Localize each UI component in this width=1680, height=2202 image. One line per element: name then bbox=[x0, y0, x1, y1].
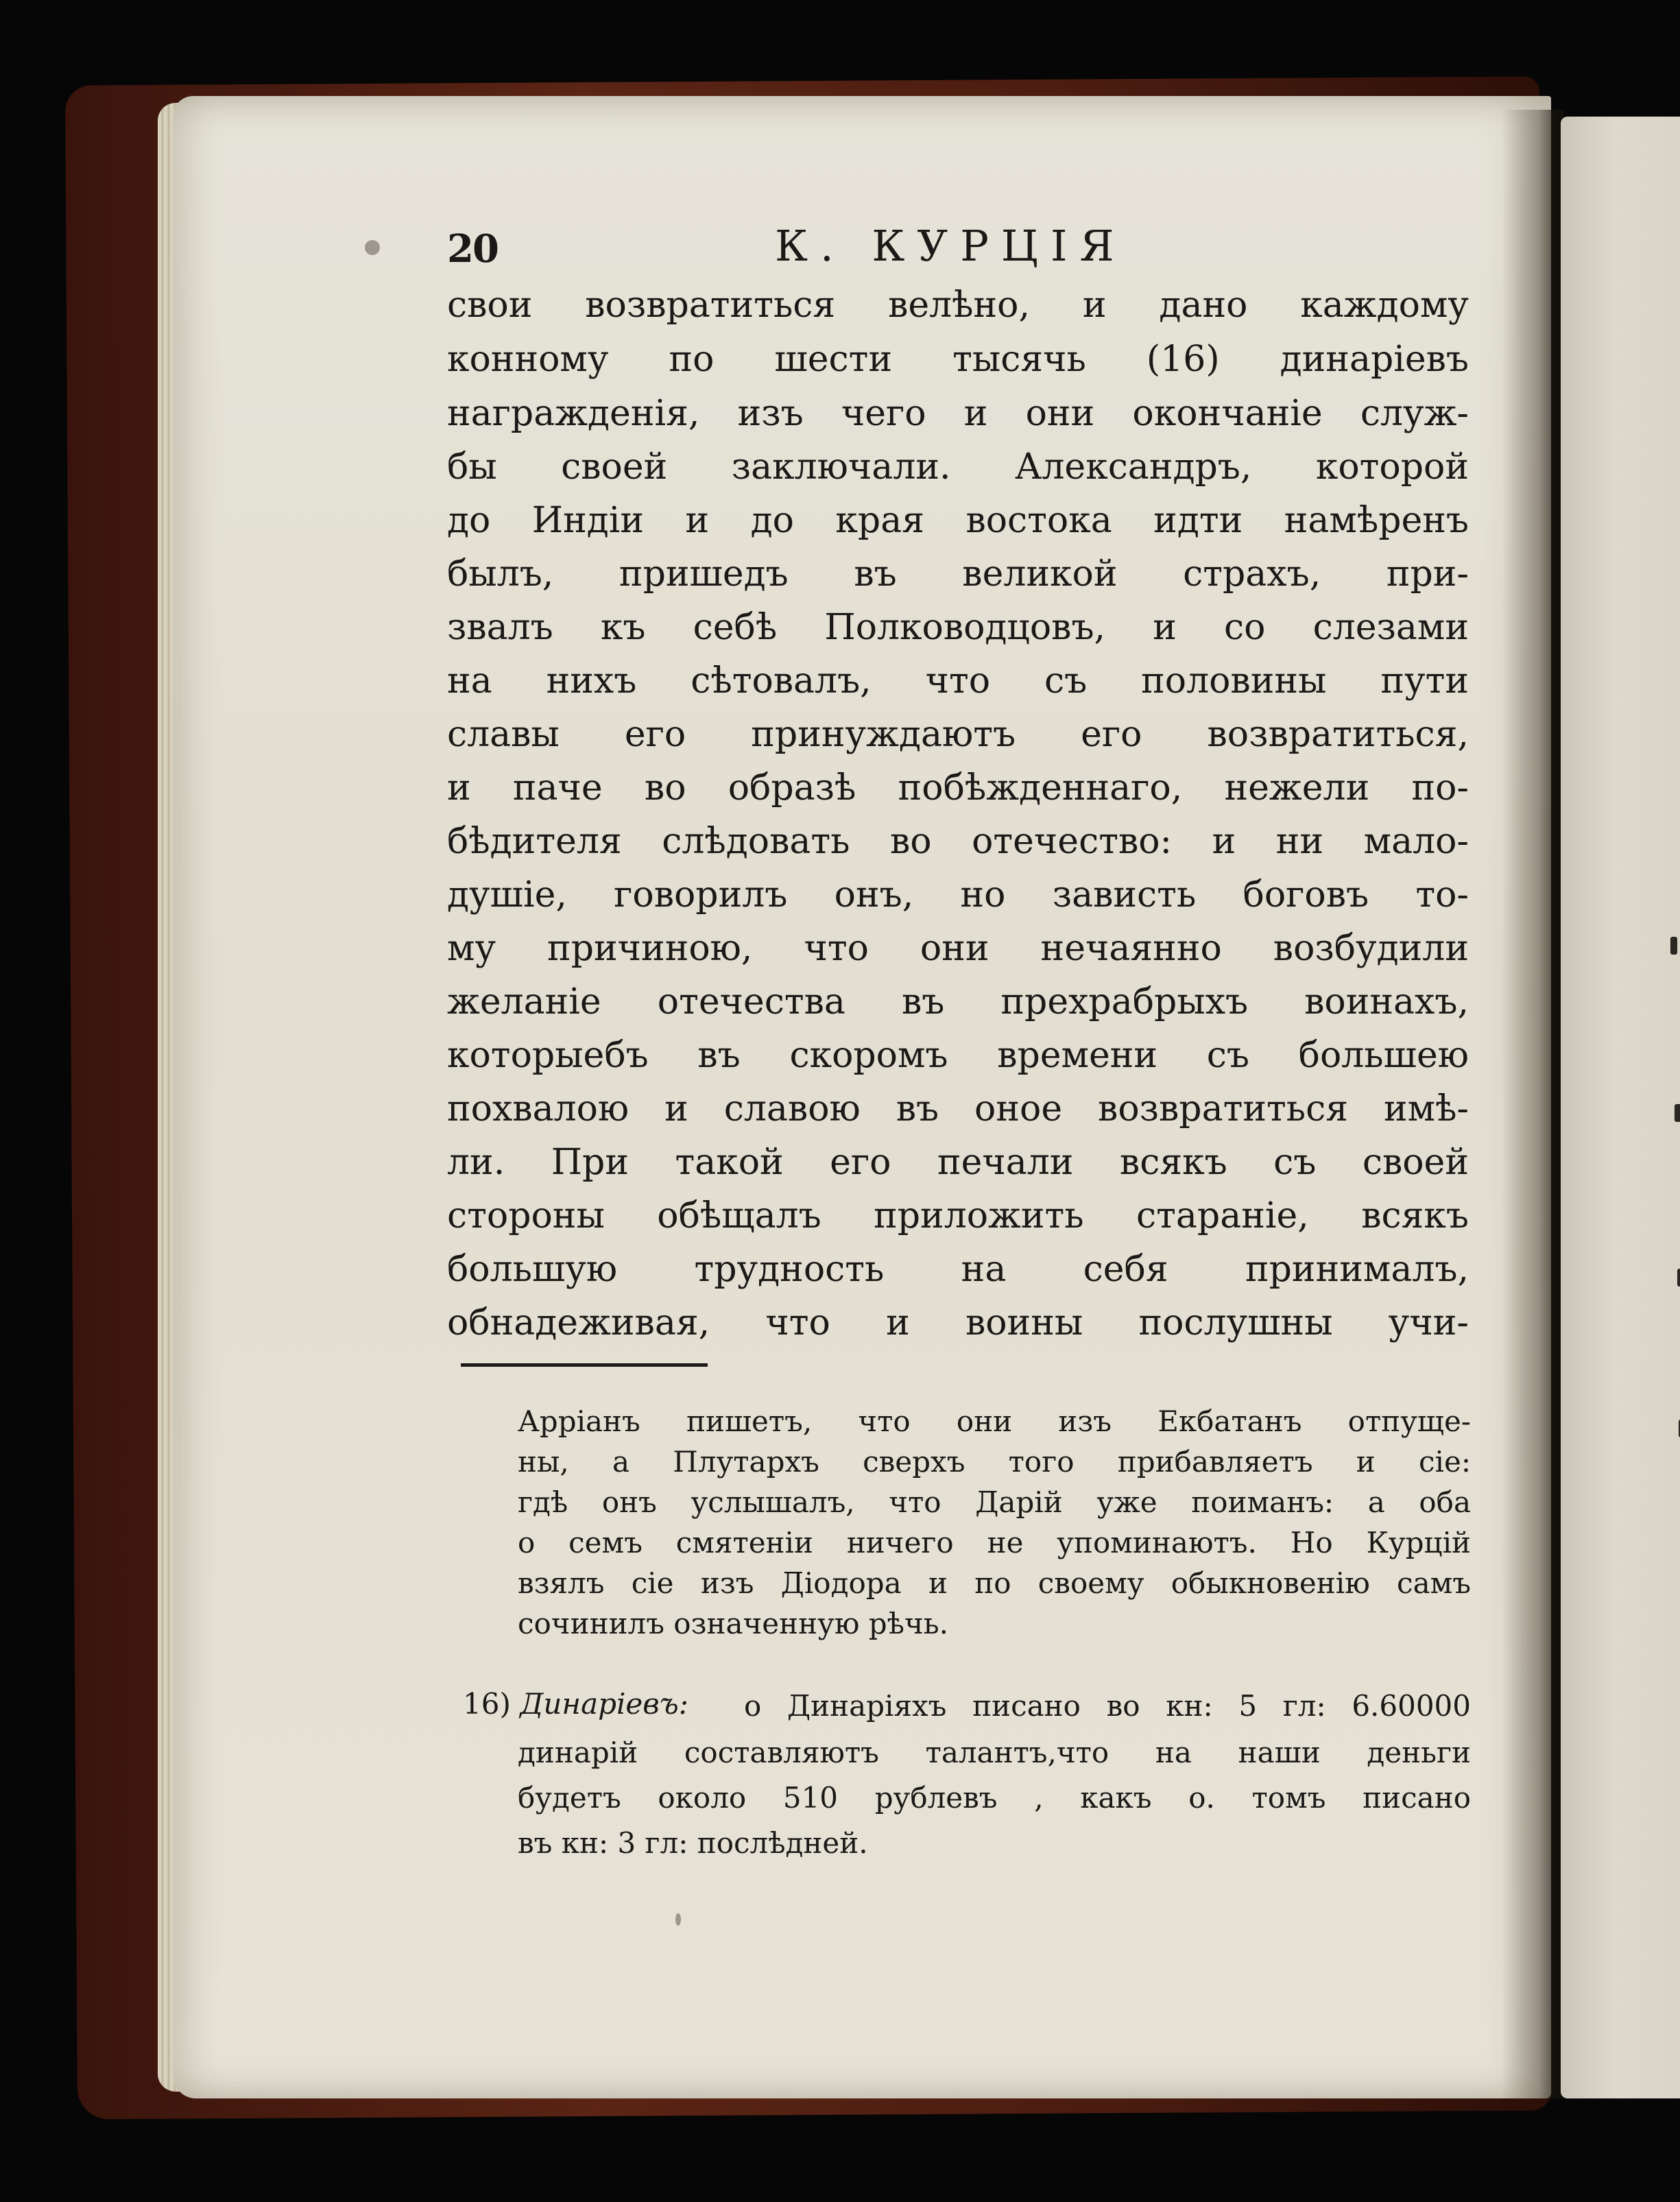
body-line: славы его принуждаютъ его возвратиться, bbox=[447, 714, 1469, 755]
body-line: свои возвратиться велѣно, и дано каждому bbox=[447, 285, 1469, 326]
body-line: былъ, пришедъ въ великой страхъ, при- bbox=[447, 553, 1469, 595]
footnote-rule bbox=[461, 1363, 708, 1367]
body-line: желаніе отечества въ прехрабрыхъ воинахъ, bbox=[447, 981, 1469, 1022]
footnote-line: взялъ сіе изъ Діодора и по своему обыкновенію самъ bbox=[518, 1566, 1471, 1600]
footnote-line: сочинилъ означенную рѣчь. bbox=[518, 1607, 948, 1640]
footnote-line: о Динаріяхъ писано во кн: 5 гл: 6.60000 bbox=[744, 1689, 1471, 1723]
gutter-shadow bbox=[1502, 110, 1563, 2098]
body-line: стороны обѣщалъ приложить стараніе, всякъ bbox=[447, 1195, 1469, 1236]
footnote-line: гдѣ онъ услышалъ, что Дарій уже поиманъ: а оба bbox=[518, 1485, 1471, 1519]
footnote-term: Динаріевъ: bbox=[520, 1687, 688, 1721]
body-line: конному по шести тысячь (16) динаріевъ bbox=[447, 339, 1469, 380]
body-line: ли. При такой его печали всякъ съ своей bbox=[447, 1142, 1469, 1183]
footnote-line: о семъ смятеніи ничего не упоминаютъ. Но Курцій bbox=[518, 1526, 1471, 1559]
body-line: большую трудность на себя принималъ, bbox=[447, 1249, 1469, 1290]
body-line: и паче во образѣ побѣжденнаго, нежели по- bbox=[447, 767, 1469, 809]
footnote-line: въ кн: 3 гл: послѣдней. bbox=[518, 1826, 868, 1860]
footnote-line: ны, а Плутархъ сверхъ того прибавляетъ и сіе: bbox=[518, 1445, 1471, 1479]
body-line: душіе, говорилъ онъ, но зависть боговъ то- bbox=[447, 874, 1469, 915]
body-line: обнадеживая, что и воины послушны учи- bbox=[447, 1302, 1469, 1343]
paper-speck bbox=[675, 1913, 681, 1926]
facing-page-glyph bbox=[1670, 937, 1677, 955]
body-line: которыебъ въ скоромъ времени съ большею bbox=[447, 1035, 1469, 1076]
body-line: звалъ къ себѣ Полководцовъ, и со слезами bbox=[447, 607, 1469, 648]
body-line: бѣдителя слѣдовать во отечество: и ни мало- bbox=[447, 821, 1469, 862]
body-line: до Индіи и до края востока идти намѣренъ bbox=[447, 500, 1469, 541]
facing-page-glyph bbox=[1677, 1269, 1680, 1287]
body-line: бы своей заключали. Александръ, которой bbox=[447, 446, 1469, 488]
footnote-line: Арріанъ пишетъ, что они изъ Екбатанъ отпуще- bbox=[518, 1404, 1471, 1438]
body-line: награжденія, изъ чего и они окончаніе служ- bbox=[447, 393, 1469, 434]
page-number: 20 bbox=[447, 226, 498, 272]
body-line: похвалою и славою въ оное возвратиться имѣ- bbox=[447, 1088, 1469, 1129]
paper-speck bbox=[365, 240, 380, 255]
footnote-line: будетъ около 510 рублевъ , какъ о. томъ писано bbox=[518, 1781, 1471, 1815]
running-head-title: К. КУРЦІЯ bbox=[775, 221, 1127, 271]
facing-page-glyph bbox=[1675, 1104, 1680, 1122]
facing-page bbox=[1561, 117, 1680, 2098]
body-line: на нихъ сѣтовалъ, что съ половины пути bbox=[447, 660, 1469, 702]
footnote-line: динарій составляютъ талантъ,что на наши деньги bbox=[518, 1736, 1471, 1769]
body-line: му причиною, что они нечаянно возбудили bbox=[447, 928, 1469, 969]
footnote-16-marker bbox=[463, 1687, 688, 1721]
footnote-number: 16) bbox=[463, 1687, 511, 1721]
